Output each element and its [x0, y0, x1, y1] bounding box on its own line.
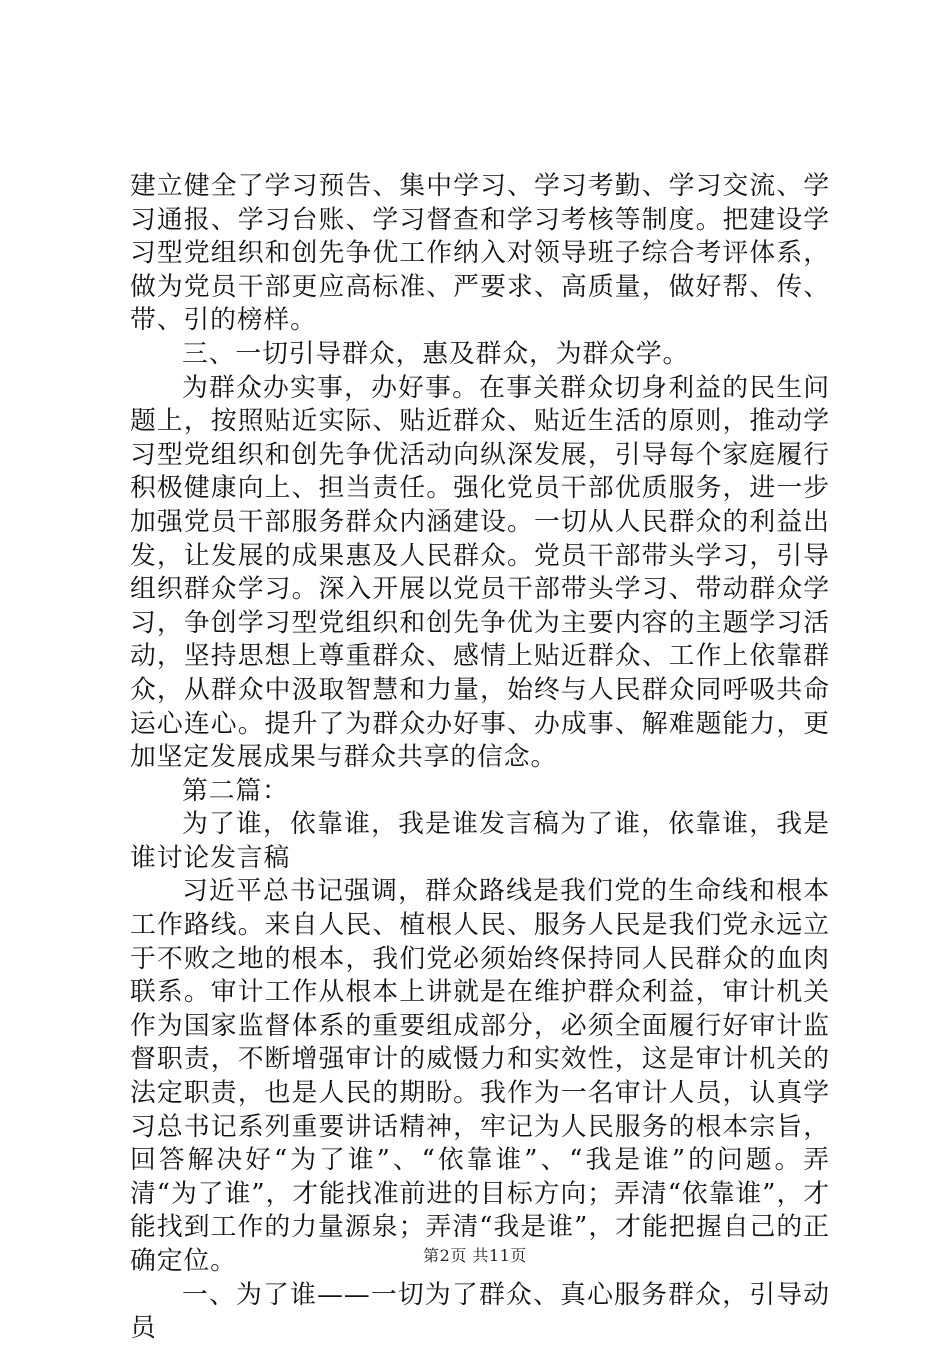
- paragraph-2: 为群众办实事，办好事。在事关群众切身利益的民生问题上，按照贴近实际、贴近群众、贴近生活的原则，推动学习型党组织和创先争优活动向纵深发展，引导每个家庭履行积极健康向上、担当责任。强化党员干部优质服务，进一步加强党员干部服务群众内涵建设。一切从人民群众的利益出发，让发展的成果惠及人民群众。党员干部带头学习，引导组织群众学习。深入开展以党员干部带头学习、带动群众学习，争创学习型党组织和创先争优为主要内容的主题学习活动，坚持思想上尊重群众、感情上贴近群众、工作上依靠群众，从群众中汲取智慧和力量，始终与人民群众同呼吸共命运心连心。提升了为群众办好事、办成事、解难题能力，更加坚定发展成果与群众共享的信念。: [130, 372, 830, 773]
- section-heading-3: 三、一切引导群众，惠及群众，为群众学。: [182, 338, 690, 369]
- document-body: [130, 170, 830, 1346]
- paragraph-1: 建立健全了学习预告、集中学习、学习考勤、学习交流、学习通报、学习台账、学习督查和学习考核等制度。把建设学习型党组织和创先争优工作纳入对领导班子综合考评体系，做为党员干部更应高标准、严要求、高质量，做好帮、传、带、引的榜样。: [130, 171, 830, 336]
- page-number-footer: 第2页 共11页: [423, 1246, 527, 1265]
- paragraph-3: 习近平总书记强调，群众路线是我们党的生命线和根本工作路线。来自人民、植根人民、服务人民是我们党永远立于不败之地的根本，我们党必须始终保持同人民群众的血肉联系。审计工作从根本上讲就是在维护群众利益，审计机关作为国家监督体系的重要组成部分，必须全面履行好审计监督职责，不断增强审计的威慑力和实效性，这是审计机关的法定职责，也是人民的期盼。我作为一名审计人员，认真学习总书记系列重要讲话精神，牢记为人民服务的根本宗旨，回答解决好“为了谁”、“依靠谁”、“我是谁”的问题。弄清“为了谁”，才能找准前进的目标方向；弄清“依靠谁”，才能找到工作的力量源泉；弄清“我是谁”，才能把握自己的正确定位。: [130, 876, 830, 1276]
- chapter-heading: 第二篇：: [182, 775, 289, 806]
- section-heading-1: 一、为了谁——一切为了群众、真心服务群众，引导动员: [130, 1279, 830, 1344]
- article-title: 为了谁，依靠谁，我是谁发言稿为了谁，依靠谁，我是谁讨论发言稿: [130, 809, 830, 873]
